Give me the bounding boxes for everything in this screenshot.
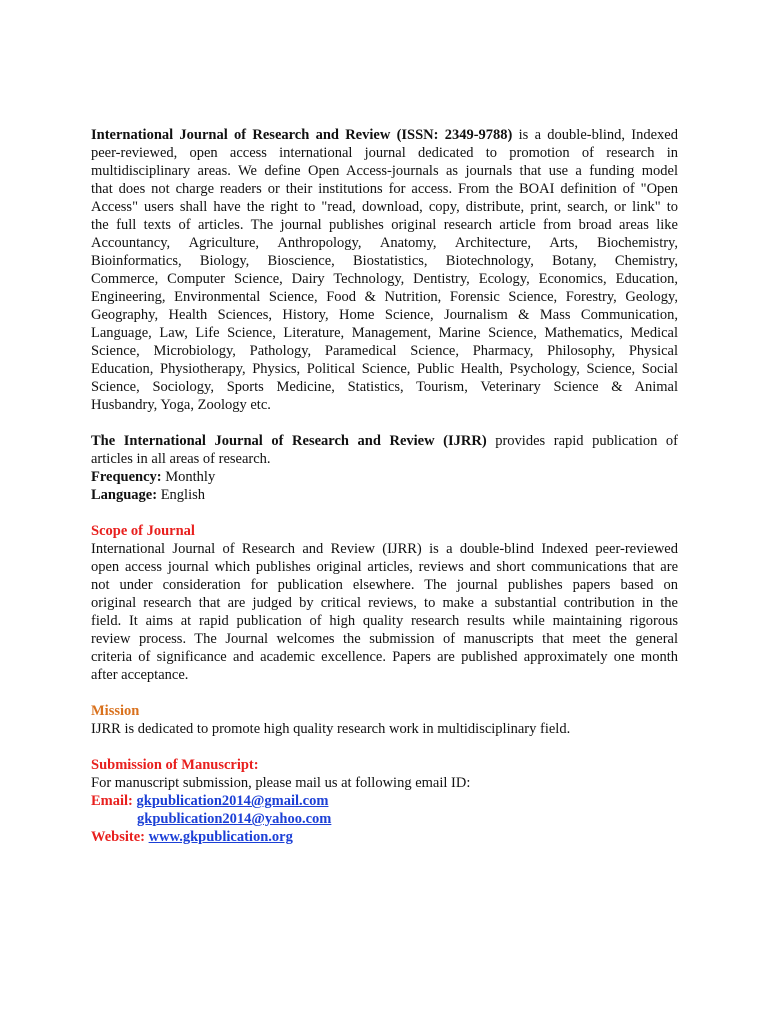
- intro-line-13: Education, Physiotherapy, Physics, Political Science, Public Health, Psychology, Science, Social: [91, 361, 678, 377]
- intro-line-0: International Journal of Research and Review (ISSN: 2349-9788) is a double-blind, Indexed: [91, 127, 678, 143]
- intro-line-5: the full texts of articles. The journal publishes original research article from broad areas like: [91, 217, 678, 233]
- intro-line-2: multidisciplinary areas. We define Open Access-journals as journals that use a funding model: [91, 163, 678, 179]
- about-line-0: The International Journal of Research and Review (IJRR) provides rapid publication of: [91, 433, 678, 449]
- language-label: Language:: [91, 487, 158, 503]
- scope-line-4: field. It aims at rapid publication of high quality research results while maintaining rigorous: [91, 613, 678, 629]
- scope-line-0: International Journal of Research and Review (IJRR) is a double-blind Indexed peer-reviewed: [91, 541, 678, 557]
- intro-line-1: peer-reviewed, open access international journal dedicated to promotion of research in: [91, 145, 678, 161]
- ijrr-title: The International Journal of Research and Review (IJRR): [91, 433, 487, 449]
- email-label: Email:: [91, 793, 133, 809]
- frequency-row: [91, 468, 678, 486]
- intro-line-10: Geography, Health Sciences, History, Home Science, Journalism & Mass Communication,: [91, 307, 678, 323]
- scope-heading: Scope of Journal: [91, 523, 195, 539]
- frequency-label: Frequency:: [91, 469, 162, 485]
- website-label: Website:: [91, 829, 145, 845]
- intro-line-15: Husbandry, Yoga, Zoology etc.: [91, 397, 271, 413]
- scope-line-1: open access journal which publishes original articles, reviews and short communications that are: [91, 559, 678, 575]
- language-value: English: [157, 487, 206, 503]
- email-row: [91, 792, 678, 810]
- intro-line-8: Commerce, Computer Science, Dairy Technology, Dentistry, Ecology, Economics, Education,: [91, 271, 678, 287]
- email-link-gmail[interactable]: gkpublication2014@gmail.com: [136, 793, 329, 809]
- website-row: [91, 828, 678, 846]
- about-line-1: articles in all areas of research.: [91, 451, 271, 467]
- intro-line-12: Science, Microbiology, Pathology, Paramedical Science, Pharmacy, Philosophy, Physical: [91, 343, 678, 359]
- intro-line-6: Accountancy, Agriculture, Anthropology, Anatomy, Architecture, Arts, Biochemistry,: [91, 235, 678, 251]
- intro-paragraph: [91, 126, 678, 414]
- submission-section: [91, 756, 678, 846]
- intro-line-9: Engineering, Environmental Science, Food & Nutrition, Forensic Science, Forestry, Geology,: [91, 289, 678, 305]
- email-link-yahoo[interactable]: gkpublication2014@yahoo.com: [137, 811, 332, 827]
- intro-line-14: Science, Sociology, Sports Medicine, Statistics, Tourism, Veterinary Science & Animal: [91, 379, 678, 395]
- language-row: [91, 486, 678, 504]
- website-link[interactable]: www.gkpublication.org: [148, 829, 293, 845]
- frequency-value: Monthly: [161, 469, 216, 485]
- scope-line-7: after acceptance.: [91, 667, 189, 683]
- intro-line-3: that does not charge readers or their institutions for access. From the BOAI definition of "Open: [91, 181, 678, 197]
- email-row-2: [91, 810, 678, 828]
- document-body: [91, 126, 678, 864]
- scope-line-2: not under consideration for publication elsewhere. The journal publishes papers based on: [91, 577, 678, 593]
- mission-heading: Mission: [91, 703, 140, 719]
- submission-text: For manuscript submission, please mail us at following email ID:: [91, 775, 471, 791]
- scope-line-6: criteria of significance and academic excellence. Papers are published approximately one month: [91, 649, 678, 665]
- intro-line-7: Bioinformatics, Biology, Bioscience, Biostatistics, Biotechnology, Botany, Chemistry,: [91, 253, 678, 269]
- mission-section: [91, 702, 678, 738]
- intro-line-4: Access" users shall have the right to "read, download, copy, distribute, print, search, or link" to: [91, 199, 678, 215]
- mission-text: IJRR is dedicated to promote high quality research work in multidisciplinary field.: [91, 721, 571, 737]
- scope-line-3: original research that are judged by critical reviews, to make a substantial contribution in the: [91, 595, 678, 611]
- scope-section: [91, 522, 678, 684]
- intro-line-11: Language, Law, Life Science, Literature, Management, Marine Science, Mathematics, Medical: [91, 325, 678, 341]
- submission-heading: Submission of Manuscript:: [91, 757, 259, 773]
- scope-line-5: review process. The Journal welcomes the submission of manuscripts that meet the general: [91, 631, 678, 647]
- journal-title: International Journal of Research and Review (ISSN: 2349-9788): [91, 127, 513, 143]
- about-paragraph: [91, 432, 678, 504]
